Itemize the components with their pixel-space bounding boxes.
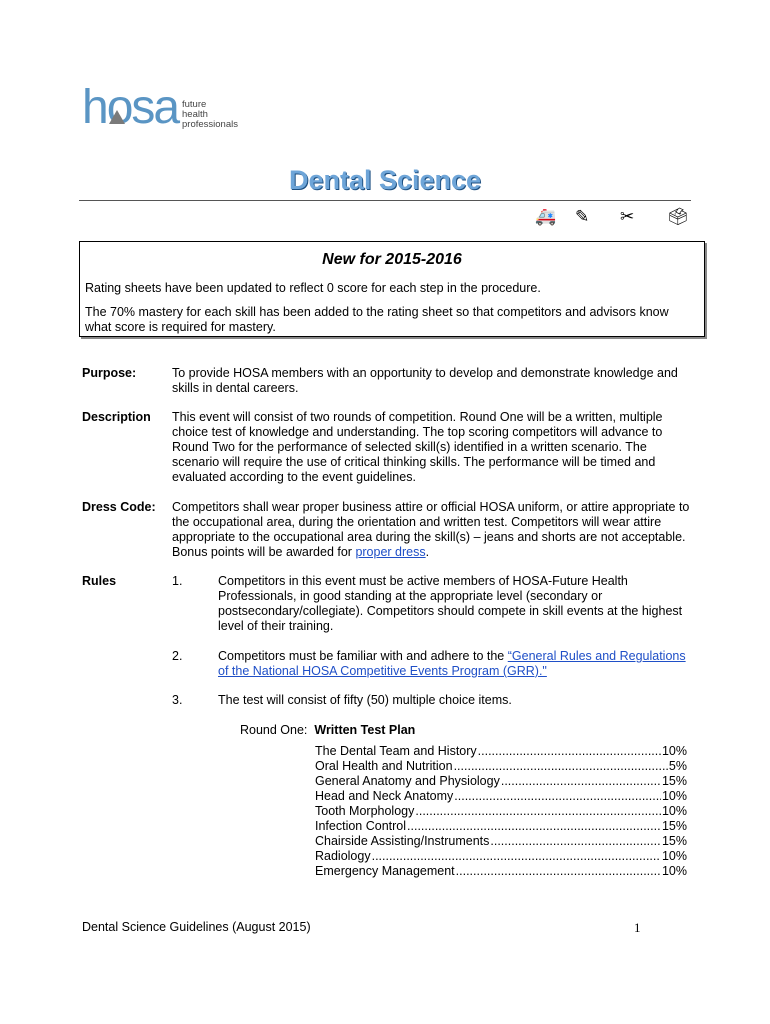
dress-code-body: Competitors shall wear proper business attire or official HOSA uniform, or attire appropriate to the occupational area, during the orientation and written test. Competitors will wear attire appropriate to the occupational area during the skill(s) – jeans and shorts are not acceptable. Bonus points will be awarded for	[172, 500, 690, 559]
footer-text: Dental Science Guidelines (August 2015)	[82, 920, 311, 934]
topic: Radiology	[315, 849, 371, 863]
rule-text: The test will consist of fifty (50) multiple choice items.	[218, 693, 512, 707]
test-plan-row	[315, 849, 687, 864]
rule-number: 3.	[172, 693, 183, 707]
description-label: Description	[82, 410, 151, 424]
logo-tagline	[182, 100, 238, 130]
percentage: 15%	[661, 834, 687, 848]
percentage: 5%	[668, 759, 687, 773]
topic: Head and Neck Anatomy	[315, 789, 454, 803]
test-plan-row	[315, 759, 687, 774]
scissors-icon: ✂	[620, 207, 635, 227]
test-plan-row	[315, 834, 687, 849]
title-divider	[79, 200, 691, 201]
topic: Oral Health and Nutrition	[315, 759, 453, 773]
test-plan-list	[315, 744, 687, 879]
percentage: 15%	[661, 774, 687, 788]
test-plan-row	[315, 864, 687, 879]
grr-link[interactable]: “General Rules and Regulations of the National HOSA Competitive Events Program (GRR)."	[218, 649, 686, 678]
ambulance-icon: 🚑	[535, 207, 557, 227]
test-plan-row	[315, 774, 687, 789]
topic: General Anatomy and Physiology	[315, 774, 500, 788]
rules-label: Rules	[82, 574, 117, 588]
pencil-icon: ✎	[575, 207, 590, 227]
purpose-label: Purpose:	[82, 366, 137, 380]
test-plan-row	[315, 744, 687, 759]
rule-number: 2.	[172, 649, 183, 663]
logo-triangle-icon	[109, 110, 125, 124]
description-text: This event will consist of two rounds of competition. Round One will be a written, multiple choice test of knowledge and understanding. The top scoring competitors will advance to Round Two for the performance of selected skill(s) identified in a written scenario. The scenario will require the use of critical thinking skills. The performance will be timed and evaluated according to the event guidelines.	[172, 410, 663, 484]
rule-text: Competitors in this event must be active members of HOSA-Future Health Professionals, in good standing at the appropriate level (secondary or postsecondary/collegiate). Competitors should compete in skill events at the highest level of their training.	[218, 574, 683, 633]
event-icons	[535, 207, 695, 231]
dress-code-text	[172, 500, 694, 560]
page-number: 1	[634, 920, 641, 935]
rule-text	[218, 649, 694, 679]
percentage: 10%	[661, 849, 687, 863]
test-plan-row	[315, 789, 687, 804]
test-plan-heading	[240, 723, 415, 738]
test-plan-prefix: Round One:	[240, 723, 308, 737]
logo-tagline-line: health	[182, 109, 208, 120]
new-for-title: New for 2015-2016	[322, 251, 462, 268]
dress-code-label: Dress Code:	[82, 500, 156, 514]
percentage: 10%	[661, 804, 687, 818]
hosa-logo	[82, 81, 242, 138]
percentage: 15%	[661, 819, 687, 833]
test-plan-title: Written Test Plan	[314, 723, 416, 737]
rule-number: 1.	[172, 574, 183, 588]
purpose-text: To provide HOSA members with an opportunity to develop and demonstrate knowledge and skills in dental careers.	[172, 366, 678, 395]
page-title: Dental Science	[288, 165, 482, 195]
ballot-box-icon: 🗳	[667, 207, 689, 227]
logo-tagline-line: professionals	[182, 119, 238, 130]
topic: The Dental Team and History	[315, 744, 477, 758]
percentage: 10%	[661, 744, 687, 758]
rule-text-pre: Competitors must be familiar with and adhere to the	[218, 649, 508, 663]
topic: Infection Control	[315, 819, 407, 833]
logo-wordmark: hosa	[82, 81, 179, 134]
topic: Chairside Assisting/Instruments	[315, 834, 490, 848]
topic: Emergency Management	[315, 864, 455, 878]
test-plan-row	[315, 819, 687, 834]
percentage: 10%	[661, 864, 687, 878]
new-for-line: Rating sheets have been updated to reflect 0 score for each step in the procedure.	[85, 281, 541, 295]
new-for-box	[79, 241, 705, 337]
proper-dress-link[interactable]: proper dress	[355, 545, 426, 559]
topic: Tooth Morphology	[315, 804, 415, 818]
logo-tagline-line: future	[182, 99, 207, 110]
test-plan-row	[315, 804, 687, 819]
dress-code-period: .	[425, 545, 430, 559]
percentage: 10%	[661, 789, 687, 803]
new-for-line: The 70% mastery for each skill has been added to the rating sheet so that competitors and advisors know what score is required for mastery.	[85, 305, 669, 334]
